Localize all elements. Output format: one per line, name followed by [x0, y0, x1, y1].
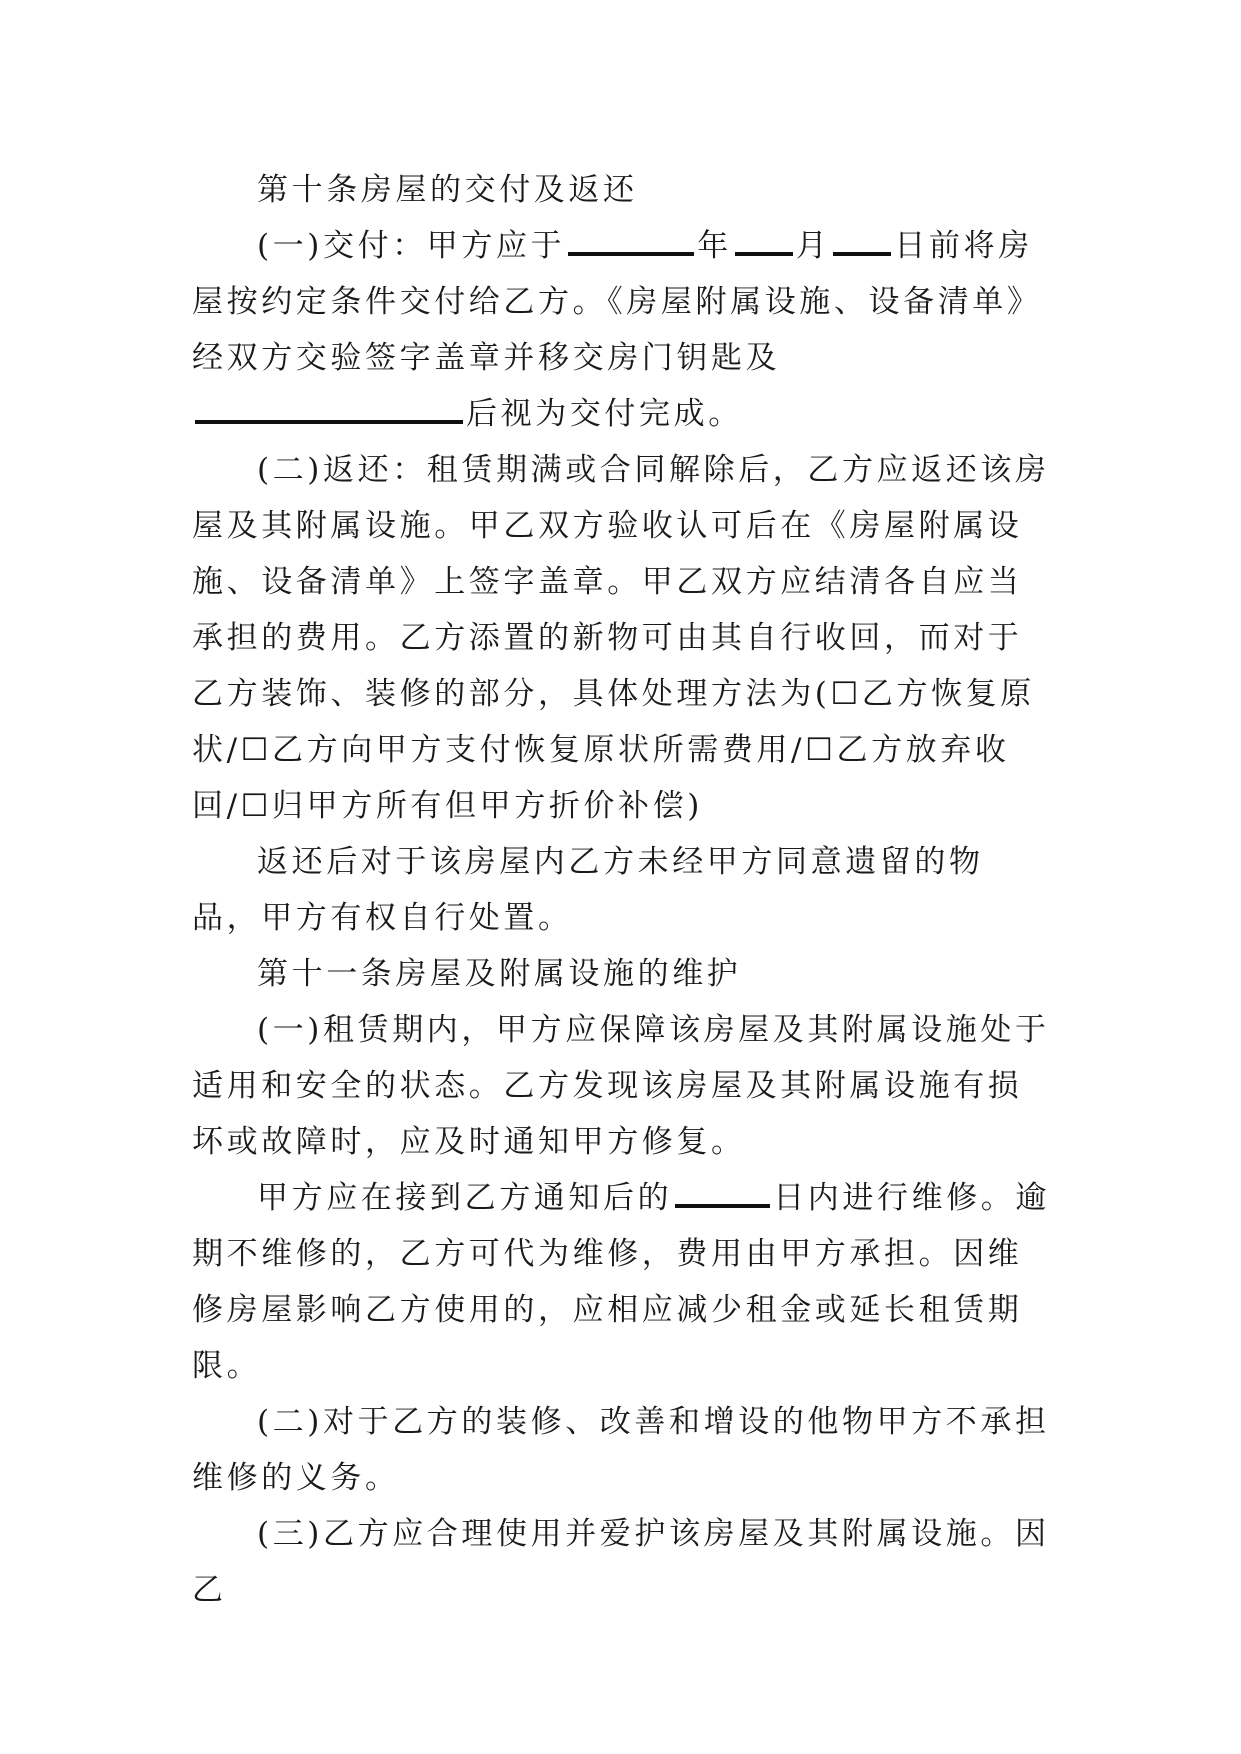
handover-items-blank [195, 394, 463, 424]
delivery-text-a: (一)交付：甲方应于 [257, 228, 566, 264]
year-blank [568, 226, 694, 256]
repair-clause [192, 1170, 1050, 1394]
maintenance-clause-2: (二)对于乙方的装修、改善和增设的他物甲方不承担维修的义务。 [192, 1404, 1050, 1496]
article-11-title: 第十一条房屋及附属设施的维护 [257, 956, 742, 992]
document-body [192, 162, 1050, 1618]
article-10-title: 第十条房屋的交付及返还 [257, 172, 638, 208]
delivery-text-d: 日前将房屋按约定条件交付给乙方。《房屋附属设施、设备清单》经双方交验签字盖章并移交房门钥匙及 [192, 228, 1042, 376]
delivery-text-c: 月 [795, 228, 831, 264]
repair-days-blank [675, 1178, 770, 1208]
return-clause: (二)返还：租赁期满或合同解除后，乙方应返还该房屋及其附属设施。甲乙双方验收认可后在《房屋附属设施、设备清单》上签字盖章。甲乙双方应结清各自应当承担的费用。乙方添置的新物可由其自行收回，而对于乙方装饰、装修的部分，具体处理方法为(☐乙方恢复原状/☐乙方向甲方支付恢复原状所需费用/☐乙方放弃收回/☐归甲方所有但甲方折价补偿) [192, 452, 1050, 824]
delivery-clause [192, 218, 1050, 442]
repair-text-b: 日内进行维修。逾期不维修的，乙方可代为维修，费用由甲方承担。因维修房屋影响乙方使用的，应相应减少租金或延长租赁期限。 [192, 1180, 1051, 1384]
delivery-text-e: 后视为交付完成。 [466, 396, 743, 432]
delivery-text-b: 年 [697, 228, 732, 264]
leftover-items-clause: 返还后对于该房屋内乙方未经甲方同意遗留的物品，甲方有权自行处置。 [192, 844, 984, 936]
month-blank [735, 226, 793, 256]
day-blank [833, 226, 891, 256]
maintenance-clause-3: (三)乙方应合理使用并爱护该房屋及其附属设施。因乙 [192, 1516, 1050, 1608]
maintenance-clause-1: (一)租赁期内，甲方应保障该房屋及其附属设施处于适用和安全的状态。乙方发现该房屋及其附属设施有损坏或故障时，应及时通知甲方修复。 [192, 1012, 1050, 1160]
repair-text-a: 甲方应在接到乙方通知后的 [257, 1180, 673, 1216]
